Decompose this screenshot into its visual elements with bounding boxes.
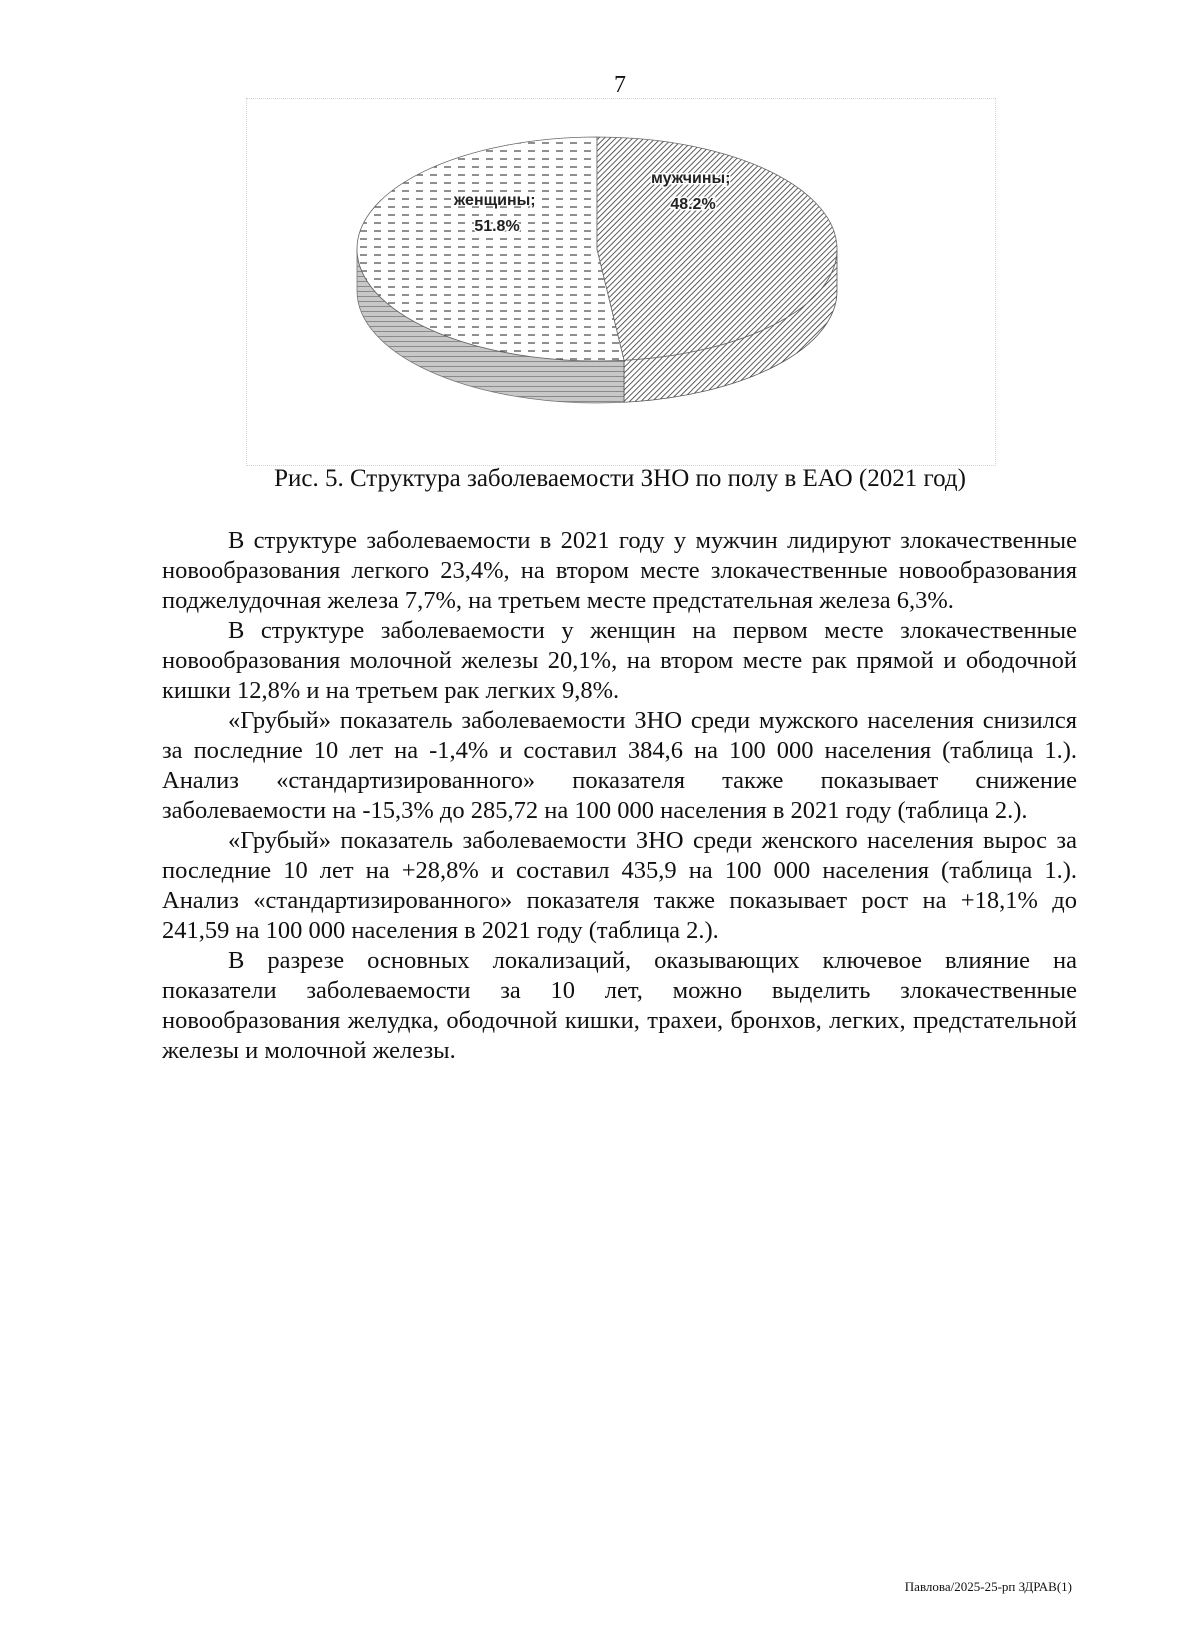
paragraph-3: «Грубый» показатель заболеваемости ЗНО среди мужского населения снизился за последние 10 лет на -1,4% и составил 384,6 на 100 000 населения (таблица 1.). Анализ «стандартизированного» показателя также показывает снижение заболеваемости на -15,3% до 285,72 на 100 000 населения в 2021 году (таблица 2.). bbox=[162, 707, 1077, 824]
chart-frame bbox=[246, 98, 996, 466]
slice-label-men: мужчины; 48.2% bbox=[651, 170, 731, 213]
paragraph-1: В структуре заболеваемости в 2021 году у мужчин лидируют злокачественные новообразования легкого 23,4%, на втором месте злокачественные новообразования поджелудочная железа 7,7%, на третьем месте предстательная железа 6,3%. bbox=[162, 527, 1077, 614]
footer-reference: Павлова/2025-25-рп ЗДРАВ(1) bbox=[904, 1579, 1072, 1594]
slice-label-women: женщины; 51.8% bbox=[453, 192, 536, 235]
pie-slices bbox=[357, 137, 837, 403]
figure-caption: Рис. 5. Структура заболеваемости ЗНО по полу в ЕАО (2021 год) bbox=[274, 465, 966, 492]
body-text bbox=[162, 526, 1077, 1066]
page-number: 7 bbox=[614, 72, 626, 98]
pie-chart bbox=[247, 99, 997, 467]
paragraph-2: В структуре заболеваемости у женщин на первом месте злокачественные новообразования молочной железы 20,1%, на втором месте рак прямой и ободочной кишки 12,8% и на третьем рак легких 9,8%. bbox=[162, 617, 1077, 704]
paragraph-5: В разрезе основных локализаций, оказывающих ключевое влияние на показатели заболеваемости за 10 лет, можно выделить злокачественные новообразования желудка, ободочной кишки, трахеи, бронхов, легких, предстательной железы и молочной железы. bbox=[162, 947, 1077, 1064]
paragraph-4: «Грубый» показатель заболеваемости ЗНО среди женского населения вырос за последние 10 лет на +28,8% и составил 435,9 на 100 000 населения (таблица 1.). Анализ «стандартизированного» показателя также показывает рост на +18,1% до 241,59 на 100 000 населения в 2021 году (таблица 2.). bbox=[162, 827, 1077, 944]
